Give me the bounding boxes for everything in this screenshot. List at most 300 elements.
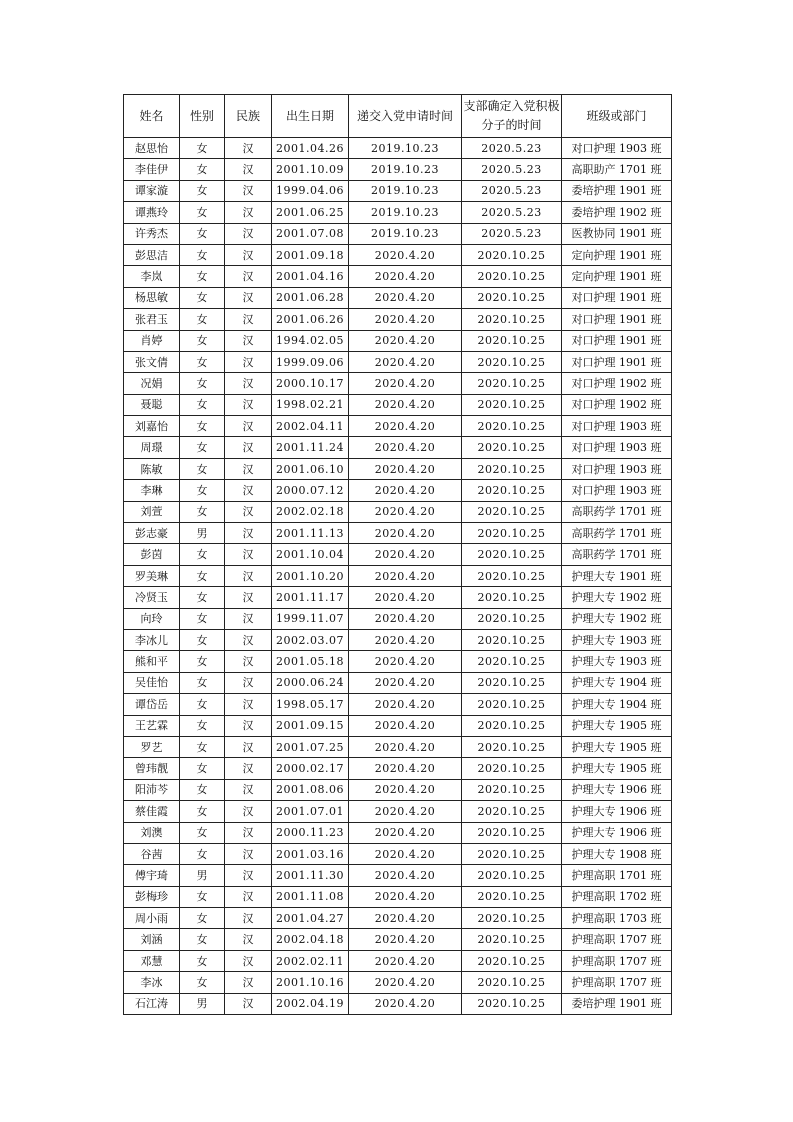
application-date-cell: 2020.4.20 bbox=[349, 309, 462, 330]
table-row bbox=[124, 458, 672, 479]
name-cell: 刘澳 bbox=[124, 822, 180, 843]
ethnicity-cell: 汉 bbox=[225, 394, 272, 415]
application-date-cell: 2020.4.20 bbox=[349, 373, 462, 394]
ethnicity-cell: 汉 bbox=[225, 180, 272, 201]
header-row bbox=[124, 95, 672, 138]
birth-date-cell: 2001.07.25 bbox=[272, 736, 349, 757]
application-date-cell: 2020.4.20 bbox=[349, 287, 462, 308]
table-row bbox=[124, 822, 672, 843]
ethnicity-cell: 汉 bbox=[225, 886, 272, 907]
table-header bbox=[124, 95, 672, 138]
birth-date-cell: 2001.06.26 bbox=[272, 309, 349, 330]
gender-cell: 女 bbox=[180, 801, 225, 822]
class-cell: 对口护理 1903 班 bbox=[562, 480, 672, 501]
gender-cell: 女 bbox=[180, 779, 225, 800]
table-row bbox=[124, 180, 672, 201]
name-cell: 吴佳怡 bbox=[124, 672, 180, 693]
table-row bbox=[124, 351, 672, 372]
ethnicity-cell: 汉 bbox=[225, 244, 272, 265]
birth-date-cell: 2002.03.07 bbox=[272, 629, 349, 650]
activist-date-cell: 2020.10.25 bbox=[462, 351, 562, 372]
activist-date-cell: 2020.10.25 bbox=[462, 715, 562, 736]
application-date-cell: 2020.4.20 bbox=[349, 908, 462, 929]
gender-cell: 女 bbox=[180, 309, 225, 330]
table-row bbox=[124, 801, 672, 822]
gender-cell: 女 bbox=[180, 972, 225, 993]
application-date-cell: 2020.4.20 bbox=[349, 672, 462, 693]
activist-date-cell: 2020.10.25 bbox=[462, 865, 562, 886]
class-cell: 高职药学 1701 班 bbox=[562, 523, 672, 544]
table-row bbox=[124, 672, 672, 693]
activist-date-cell: 2020.10.25 bbox=[462, 886, 562, 907]
birth-date-cell: 2001.11.24 bbox=[272, 437, 349, 458]
table-row bbox=[124, 908, 672, 929]
class-cell: 护理大专 1903 班 bbox=[562, 629, 672, 650]
name-cell: 彭茵 bbox=[124, 544, 180, 565]
birth-date-cell: 2001.08.06 bbox=[272, 779, 349, 800]
gender-cell: 女 bbox=[180, 629, 225, 650]
class-cell: 护理高职 1707 班 bbox=[562, 950, 672, 971]
ethnicity-cell: 汉 bbox=[225, 694, 272, 715]
activist-date-cell: 2020.10.25 bbox=[462, 608, 562, 629]
class-cell: 护理大专 1905 班 bbox=[562, 715, 672, 736]
application-date-cell: 2020.4.20 bbox=[349, 416, 462, 437]
name-cell: 肖婷 bbox=[124, 330, 180, 351]
gender-cell: 女 bbox=[180, 202, 225, 223]
birth-date-cell: 2001.10.20 bbox=[272, 565, 349, 586]
name-cell: 李琳 bbox=[124, 480, 180, 501]
birth-date-cell: 2001.11.08 bbox=[272, 886, 349, 907]
application-date-cell: 2020.4.20 bbox=[349, 330, 462, 351]
gender-cell: 女 bbox=[180, 266, 225, 287]
activist-date-cell: 2020.5.23 bbox=[462, 180, 562, 201]
birth-date-cell: 2002.04.18 bbox=[272, 929, 349, 950]
activist-date-cell: 2020.5.23 bbox=[462, 223, 562, 244]
application-date-cell: 2020.4.20 bbox=[349, 501, 462, 522]
ethnicity-cell: 汉 bbox=[225, 437, 272, 458]
gender-cell: 女 bbox=[180, 736, 225, 757]
name-cell: 傅宇琦 bbox=[124, 865, 180, 886]
header-class: 班级或部门 bbox=[562, 95, 672, 138]
gender-cell: 女 bbox=[180, 694, 225, 715]
application-date-cell: 2020.4.20 bbox=[349, 458, 462, 479]
header-ethnicity: 民族 bbox=[225, 95, 272, 138]
activist-date-cell: 2020.10.25 bbox=[462, 929, 562, 950]
class-cell: 护理大专 1902 班 bbox=[562, 587, 672, 608]
ethnicity-cell: 汉 bbox=[225, 287, 272, 308]
ethnicity-cell: 汉 bbox=[225, 523, 272, 544]
birth-date-cell: 2001.09.18 bbox=[272, 244, 349, 265]
activist-date-cell: 2020.10.25 bbox=[462, 373, 562, 394]
class-cell: 对口护理 1901 班 bbox=[562, 330, 672, 351]
birth-date-cell: 2000.10.17 bbox=[272, 373, 349, 394]
application-date-cell: 2020.4.20 bbox=[349, 266, 462, 287]
class-cell: 护理大专 1905 班 bbox=[562, 736, 672, 757]
activist-date-cell: 2020.10.25 bbox=[462, 822, 562, 843]
table-row bbox=[124, 929, 672, 950]
table-row bbox=[124, 736, 672, 757]
class-cell: 护理大专 1908 班 bbox=[562, 843, 672, 864]
activist-date-cell: 2020.10.25 bbox=[462, 565, 562, 586]
birth-date-cell: 2002.02.18 bbox=[272, 501, 349, 522]
table-row bbox=[124, 480, 672, 501]
gender-cell: 女 bbox=[180, 908, 225, 929]
ethnicity-cell: 汉 bbox=[225, 736, 272, 757]
gender-cell: 女 bbox=[180, 715, 225, 736]
gender-cell: 女 bbox=[180, 159, 225, 180]
birth-date-cell: 2001.03.16 bbox=[272, 843, 349, 864]
class-cell: 高职助产 1701 班 bbox=[562, 159, 672, 180]
ethnicity-cell: 汉 bbox=[225, 608, 272, 629]
name-cell: 熊和平 bbox=[124, 651, 180, 672]
table-row bbox=[124, 138, 672, 159]
activist-date-cell: 2020.10.25 bbox=[462, 309, 562, 330]
class-cell: 对口护理 1901 班 bbox=[562, 351, 672, 372]
ethnicity-cell: 汉 bbox=[225, 865, 272, 886]
ethnicity-cell: 汉 bbox=[225, 501, 272, 522]
class-cell: 对口护理 1902 班 bbox=[562, 373, 672, 394]
ethnicity-cell: 汉 bbox=[225, 993, 272, 1014]
gender-cell: 女 bbox=[180, 458, 225, 479]
birth-date-cell: 1999.09.06 bbox=[272, 351, 349, 372]
gender-cell: 女 bbox=[180, 480, 225, 501]
birth-date-cell: 2001.10.16 bbox=[272, 972, 349, 993]
class-cell: 护理大专 1904 班 bbox=[562, 694, 672, 715]
application-date-cell: 2019.10.23 bbox=[349, 138, 462, 159]
birth-date-cell: 2001.07.01 bbox=[272, 801, 349, 822]
name-cell: 邓慧 bbox=[124, 950, 180, 971]
application-date-cell: 2020.4.20 bbox=[349, 544, 462, 565]
table-row bbox=[124, 523, 672, 544]
class-cell: 对口护理 1901 班 bbox=[562, 287, 672, 308]
name-cell: 谭家漩 bbox=[124, 180, 180, 201]
ethnicity-cell: 汉 bbox=[225, 587, 272, 608]
birth-date-cell: 2001.10.04 bbox=[272, 544, 349, 565]
birth-date-cell: 2001.04.27 bbox=[272, 908, 349, 929]
activist-date-cell: 2020.10.25 bbox=[462, 330, 562, 351]
ethnicity-cell: 汉 bbox=[225, 309, 272, 330]
table-row bbox=[124, 202, 672, 223]
gender-cell: 女 bbox=[180, 244, 225, 265]
activist-date-cell: 2020.10.25 bbox=[462, 244, 562, 265]
gender-cell: 女 bbox=[180, 672, 225, 693]
ethnicity-cell: 汉 bbox=[225, 972, 272, 993]
name-cell: 李岚 bbox=[124, 266, 180, 287]
birth-date-cell: 2002.04.19 bbox=[272, 993, 349, 1014]
application-date-cell: 2020.4.20 bbox=[349, 394, 462, 415]
class-cell: 对口护理 1902 班 bbox=[562, 394, 672, 415]
table-row bbox=[124, 758, 672, 779]
class-cell: 护理大专 1905 班 bbox=[562, 758, 672, 779]
activist-date-cell: 2020.10.25 bbox=[462, 758, 562, 779]
class-cell: 护理高职 1701 班 bbox=[562, 865, 672, 886]
birth-date-cell: 2002.02.11 bbox=[272, 950, 349, 971]
application-date-cell: 2019.10.23 bbox=[349, 202, 462, 223]
ethnicity-cell: 汉 bbox=[225, 202, 272, 223]
class-cell: 护理高职 1702 班 bbox=[562, 886, 672, 907]
table-row bbox=[124, 993, 672, 1014]
application-date-cell: 2020.4.20 bbox=[349, 736, 462, 757]
activist-date-cell: 2020.10.25 bbox=[462, 843, 562, 864]
table-row bbox=[124, 843, 672, 864]
activist-date-cell: 2020.5.23 bbox=[462, 138, 562, 159]
name-cell: 杨思敏 bbox=[124, 287, 180, 308]
gender-cell: 男 bbox=[180, 865, 225, 886]
birth-date-cell: 2001.11.17 bbox=[272, 587, 349, 608]
application-date-cell: 2020.4.20 bbox=[349, 651, 462, 672]
ethnicity-cell: 汉 bbox=[225, 373, 272, 394]
name-cell: 赵思怡 bbox=[124, 138, 180, 159]
class-cell: 委培护理 1901 班 bbox=[562, 993, 672, 1014]
table-row bbox=[124, 309, 672, 330]
class-cell: 对口护理 1901 班 bbox=[562, 309, 672, 330]
class-cell: 护理大专 1903 班 bbox=[562, 651, 672, 672]
activist-date-cell: 2020.10.25 bbox=[462, 972, 562, 993]
activist-date-cell: 2020.10.25 bbox=[462, 523, 562, 544]
gender-cell: 女 bbox=[180, 351, 225, 372]
name-cell: 冷贤玉 bbox=[124, 587, 180, 608]
name-cell: 曾玮靓 bbox=[124, 758, 180, 779]
ethnicity-cell: 汉 bbox=[225, 822, 272, 843]
activist-date-cell: 2020.10.25 bbox=[462, 501, 562, 522]
ethnicity-cell: 汉 bbox=[225, 950, 272, 971]
application-date-cell: 2020.4.20 bbox=[349, 437, 462, 458]
application-date-cell: 2020.4.20 bbox=[349, 801, 462, 822]
ethnicity-cell: 汉 bbox=[225, 801, 272, 822]
gender-cell: 女 bbox=[180, 758, 225, 779]
header-birth-date: 出生日期 bbox=[272, 95, 349, 138]
name-cell: 刘萱 bbox=[124, 501, 180, 522]
name-cell: 阳沛芩 bbox=[124, 779, 180, 800]
gender-cell: 女 bbox=[180, 822, 225, 843]
ethnicity-cell: 汉 bbox=[225, 672, 272, 693]
name-cell: 李冰 bbox=[124, 972, 180, 993]
application-date-cell: 2020.4.20 bbox=[349, 608, 462, 629]
application-date-cell: 2020.4.20 bbox=[349, 843, 462, 864]
activist-date-cell: 2020.10.25 bbox=[462, 544, 562, 565]
class-cell: 护理大专 1901 班 bbox=[562, 565, 672, 586]
activist-date-cell: 2020.10.25 bbox=[462, 908, 562, 929]
class-cell: 定向护理 1901 班 bbox=[562, 244, 672, 265]
gender-cell: 女 bbox=[180, 287, 225, 308]
table-row bbox=[124, 972, 672, 993]
application-date-cell: 2020.4.20 bbox=[349, 972, 462, 993]
ethnicity-cell: 汉 bbox=[225, 159, 272, 180]
ethnicity-cell: 汉 bbox=[225, 908, 272, 929]
table-row bbox=[124, 266, 672, 287]
name-cell: 向玲 bbox=[124, 608, 180, 629]
table-row bbox=[124, 330, 672, 351]
gender-cell: 女 bbox=[180, 223, 225, 244]
name-cell: 陈敏 bbox=[124, 458, 180, 479]
ethnicity-cell: 汉 bbox=[225, 330, 272, 351]
class-cell: 对口护理 1903 班 bbox=[562, 437, 672, 458]
table-row bbox=[124, 437, 672, 458]
activist-date-cell: 2020.10.25 bbox=[462, 587, 562, 608]
birth-date-cell: 1999.11.07 bbox=[272, 608, 349, 629]
class-cell: 护理高职 1707 班 bbox=[562, 972, 672, 993]
name-cell: 张文倩 bbox=[124, 351, 180, 372]
activist-date-cell: 2020.10.25 bbox=[462, 736, 562, 757]
birth-date-cell: 1998.02.21 bbox=[272, 394, 349, 415]
application-date-cell: 2020.4.20 bbox=[349, 480, 462, 501]
name-cell: 谭岱岳 bbox=[124, 694, 180, 715]
gender-cell: 男 bbox=[180, 993, 225, 1014]
gender-cell: 女 bbox=[180, 608, 225, 629]
gender-cell: 女 bbox=[180, 394, 225, 415]
application-date-cell: 2020.4.20 bbox=[349, 715, 462, 736]
class-cell: 对口护理 1903 班 bbox=[562, 416, 672, 437]
activist-date-cell: 2020.10.25 bbox=[462, 993, 562, 1014]
application-date-cell: 2019.10.23 bbox=[349, 180, 462, 201]
birth-date-cell: 2001.09.15 bbox=[272, 715, 349, 736]
table-row bbox=[124, 287, 672, 308]
header-application-date: 递交入党申请时间 bbox=[349, 95, 462, 138]
birth-date-cell: 2000.11.23 bbox=[272, 822, 349, 843]
ethnicity-cell: 汉 bbox=[225, 843, 272, 864]
ethnicity-cell: 汉 bbox=[225, 629, 272, 650]
ethnicity-cell: 汉 bbox=[225, 651, 272, 672]
class-cell: 委培护理 1902 班 bbox=[562, 202, 672, 223]
gender-cell: 女 bbox=[180, 180, 225, 201]
table-row bbox=[124, 715, 672, 736]
activist-date-cell: 2020.10.25 bbox=[462, 394, 562, 415]
name-cell: 刘嘉怡 bbox=[124, 416, 180, 437]
table-row bbox=[124, 223, 672, 244]
gender-cell: 女 bbox=[180, 651, 225, 672]
table-row bbox=[124, 694, 672, 715]
gender-cell: 女 bbox=[180, 138, 225, 159]
name-cell: 周小雨 bbox=[124, 908, 180, 929]
activist-date-cell: 2020.5.23 bbox=[462, 159, 562, 180]
table-row bbox=[124, 544, 672, 565]
class-cell: 护理大专 1906 班 bbox=[562, 779, 672, 800]
ethnicity-cell: 汉 bbox=[225, 929, 272, 950]
class-cell: 护理大专 1904 班 bbox=[562, 672, 672, 693]
application-date-cell: 2020.4.20 bbox=[349, 993, 462, 1014]
ethnicity-cell: 汉 bbox=[225, 758, 272, 779]
activist-date-cell: 2020.10.25 bbox=[462, 458, 562, 479]
ethnicity-cell: 汉 bbox=[225, 458, 272, 479]
gender-cell: 女 bbox=[180, 416, 225, 437]
application-date-cell: 2020.4.20 bbox=[349, 886, 462, 907]
ethnicity-cell: 汉 bbox=[225, 138, 272, 159]
table-row bbox=[124, 950, 672, 971]
activist-date-cell: 2020.10.25 bbox=[462, 950, 562, 971]
table-row bbox=[124, 394, 672, 415]
gender-cell: 女 bbox=[180, 929, 225, 950]
table-row bbox=[124, 886, 672, 907]
birth-date-cell: 2000.02.17 bbox=[272, 758, 349, 779]
activist-date-cell: 2020.10.25 bbox=[462, 480, 562, 501]
gender-cell: 女 bbox=[180, 950, 225, 971]
table-row bbox=[124, 629, 672, 650]
birth-date-cell: 2000.06.24 bbox=[272, 672, 349, 693]
class-cell: 护理大专 1902 班 bbox=[562, 608, 672, 629]
name-cell: 许秀杰 bbox=[124, 223, 180, 244]
birth-date-cell: 2001.07.08 bbox=[272, 223, 349, 244]
ethnicity-cell: 汉 bbox=[225, 416, 272, 437]
application-date-cell: 2020.4.20 bbox=[349, 950, 462, 971]
member-table bbox=[123, 94, 672, 1015]
gender-cell: 女 bbox=[180, 565, 225, 586]
birth-date-cell: 2001.04.16 bbox=[272, 266, 349, 287]
gender-cell: 女 bbox=[180, 330, 225, 351]
table-row bbox=[124, 865, 672, 886]
activist-date-cell: 2020.10.25 bbox=[462, 694, 562, 715]
application-date-cell: 2019.10.23 bbox=[349, 159, 462, 180]
table-body bbox=[124, 138, 672, 1015]
table-row bbox=[124, 779, 672, 800]
application-date-cell: 2020.4.20 bbox=[349, 587, 462, 608]
application-date-cell: 2020.4.20 bbox=[349, 523, 462, 544]
birth-date-cell: 2001.06.25 bbox=[272, 202, 349, 223]
application-date-cell: 2020.4.20 bbox=[349, 929, 462, 950]
class-cell: 高职药学 1701 班 bbox=[562, 544, 672, 565]
name-cell: 彭梅珍 bbox=[124, 886, 180, 907]
activist-date-cell: 2020.5.23 bbox=[462, 202, 562, 223]
application-date-cell: 2020.4.20 bbox=[349, 779, 462, 800]
gender-cell: 女 bbox=[180, 437, 225, 458]
birth-date-cell: 2000.07.12 bbox=[272, 480, 349, 501]
application-date-cell: 2020.4.20 bbox=[349, 629, 462, 650]
ethnicity-cell: 汉 bbox=[225, 779, 272, 800]
gender-cell: 女 bbox=[180, 886, 225, 907]
name-cell: 谭燕玲 bbox=[124, 202, 180, 223]
birth-date-cell: 2001.11.13 bbox=[272, 523, 349, 544]
class-cell: 高职药学 1701 班 bbox=[562, 501, 672, 522]
ethnicity-cell: 汉 bbox=[225, 266, 272, 287]
table-row bbox=[124, 501, 672, 522]
gender-cell: 女 bbox=[180, 373, 225, 394]
birth-date-cell: 2002.04.11 bbox=[272, 416, 349, 437]
application-date-cell: 2020.4.20 bbox=[349, 244, 462, 265]
name-cell: 李冰儿 bbox=[124, 629, 180, 650]
table-row bbox=[124, 587, 672, 608]
birth-date-cell: 2001.05.18 bbox=[272, 651, 349, 672]
ethnicity-cell: 汉 bbox=[225, 480, 272, 501]
table-row bbox=[124, 373, 672, 394]
birth-date-cell: 2001.11.30 bbox=[272, 865, 349, 886]
table-row bbox=[124, 608, 672, 629]
application-date-cell: 2020.4.20 bbox=[349, 758, 462, 779]
name-cell: 李佳伊 bbox=[124, 159, 180, 180]
class-cell: 护理大专 1906 班 bbox=[562, 822, 672, 843]
birth-date-cell: 2001.10.09 bbox=[272, 159, 349, 180]
table-row bbox=[124, 244, 672, 265]
activist-date-cell: 2020.10.25 bbox=[462, 266, 562, 287]
name-cell: 蔡佳霞 bbox=[124, 801, 180, 822]
birth-date-cell: 2001.04.26 bbox=[272, 138, 349, 159]
class-cell: 委培护理 1901 班 bbox=[562, 180, 672, 201]
name-cell: 石江涛 bbox=[124, 993, 180, 1014]
name-cell: 况娟 bbox=[124, 373, 180, 394]
birth-date-cell: 2001.06.10 bbox=[272, 458, 349, 479]
activist-date-cell: 2020.10.25 bbox=[462, 651, 562, 672]
gender-cell: 女 bbox=[180, 501, 225, 522]
name-cell: 彭志豪 bbox=[124, 523, 180, 544]
birth-date-cell: 1998.05.17 bbox=[272, 694, 349, 715]
application-date-cell: 2019.10.23 bbox=[349, 223, 462, 244]
activist-date-cell: 2020.10.25 bbox=[462, 672, 562, 693]
class-cell: 护理高职 1703 班 bbox=[562, 908, 672, 929]
birth-date-cell: 1994.02.05 bbox=[272, 330, 349, 351]
name-cell: 彭思洁 bbox=[124, 244, 180, 265]
class-cell: 对口护理 1903 班 bbox=[562, 458, 672, 479]
name-cell: 罗美琳 bbox=[124, 565, 180, 586]
gender-cell: 女 bbox=[180, 544, 225, 565]
activist-date-cell: 2020.10.25 bbox=[462, 801, 562, 822]
